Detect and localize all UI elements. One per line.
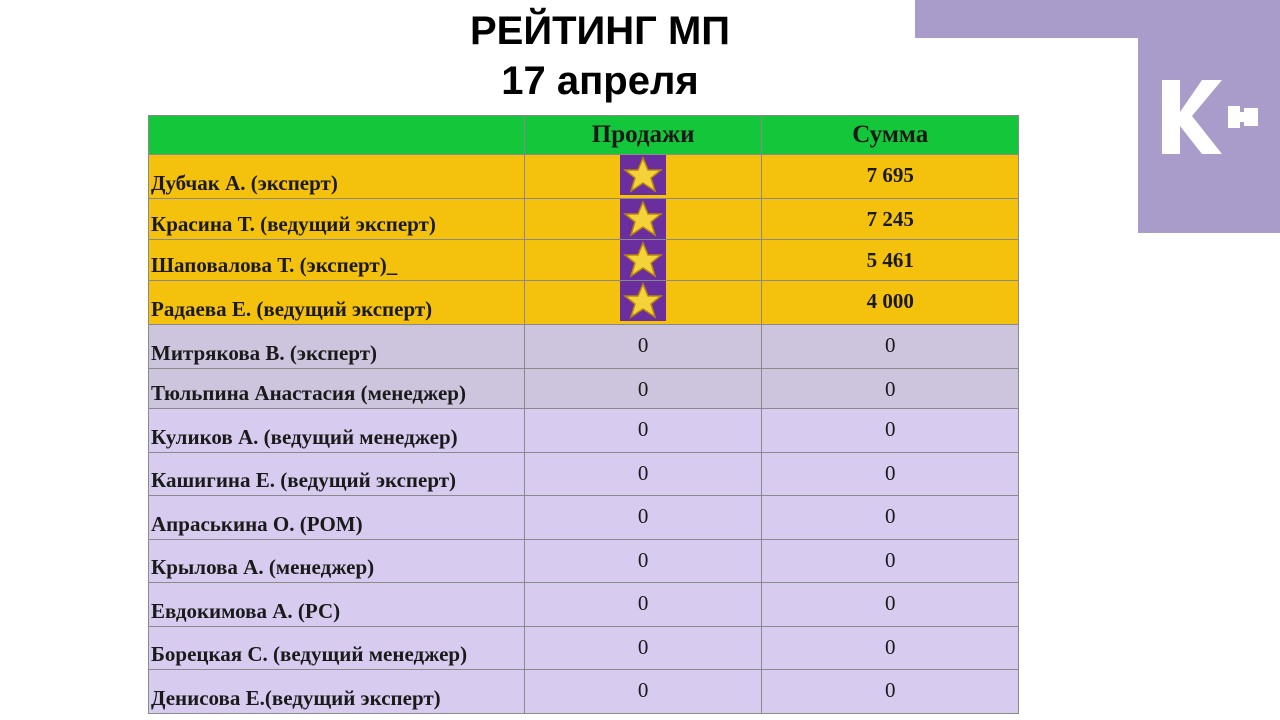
table-row [149,540,1019,583]
row-name: Тюльпина Анастасия (менеджер) [149,369,525,409]
row-sales-star [524,281,762,325]
header-sum: Сумма [762,116,1019,155]
row-sum: 0 [762,409,1019,453]
table-row [149,199,1019,240]
row-sum: 0 [762,369,1019,409]
row-name: Кашигина Е. (ведущий эксперт) [149,453,525,496]
row-sum: 0 [762,670,1019,714]
decorative-bar [915,0,1280,38]
row-sales-star [524,240,762,281]
row-name: Евдокимова А. (РС) [149,583,525,627]
row-name: Красина Т. (ведущий эксперт) [149,199,525,240]
row-sum: 7 695 [762,155,1019,199]
row-sales: 0 [524,583,762,627]
row-name: Митрякова В. (эксперт) [149,325,525,369]
star-icon [620,199,666,239]
table-row [149,369,1019,409]
row-sum: 7 245 [762,199,1019,240]
row-name: Шаповалова Т. (эксперт)_ [149,240,525,281]
row-sales: 0 [524,453,762,496]
header-name [149,116,525,155]
row-name: Денисова Е.(ведущий эксперт) [149,670,525,714]
row-sum: 0 [762,325,1019,369]
row-sales: 0 [524,496,762,540]
star-icon [620,155,666,195]
row-sum: 4 000 [762,281,1019,325]
star-icon [620,281,666,321]
table-row [149,325,1019,369]
row-name: Радаева Е. (ведущий эксперт) [149,281,525,325]
row-name: Апраськина О. (РОМ) [149,496,525,540]
row-sum: 0 [762,453,1019,496]
row-name: Дубчак А. (эксперт) [149,155,525,199]
row-sales: 0 [524,627,762,670]
row-sales: 0 [524,325,762,369]
table-row [149,281,1019,325]
row-sales: 0 [524,369,762,409]
row-sum: 0 [762,583,1019,627]
table-row [149,155,1019,199]
row-sum: 0 [762,540,1019,583]
table-header-row [149,116,1019,155]
row-sales: 0 [524,409,762,453]
row-name: Борецкая С. (ведущий менеджер) [149,627,525,670]
table-row [149,583,1019,627]
row-name: Куликов А. (ведущий менеджер) [149,409,525,453]
table-row [149,453,1019,496]
row-name: Крылова А. (менеджер) [149,540,525,583]
row-sum: 5 461 [762,240,1019,281]
table-row [149,409,1019,453]
table-row [149,240,1019,281]
table-row [149,496,1019,540]
table-row [149,627,1019,670]
title-line-2: 17 апреля [501,59,699,103]
row-sales: 0 [524,670,762,714]
row-sum: 0 [762,627,1019,670]
rating-table [148,115,1019,714]
row-sales: 0 [524,540,762,583]
row-sales-star [524,155,762,199]
row-sales-star [524,199,762,240]
table-row [149,670,1019,714]
k-plus-logo-icon [1158,72,1262,162]
star-icon [620,240,666,280]
page-title [300,6,900,106]
row-sum: 0 [762,496,1019,540]
title-line-1: РЕЙТИНГ МП [469,9,731,53]
header-sales: Продажи [524,116,762,155]
